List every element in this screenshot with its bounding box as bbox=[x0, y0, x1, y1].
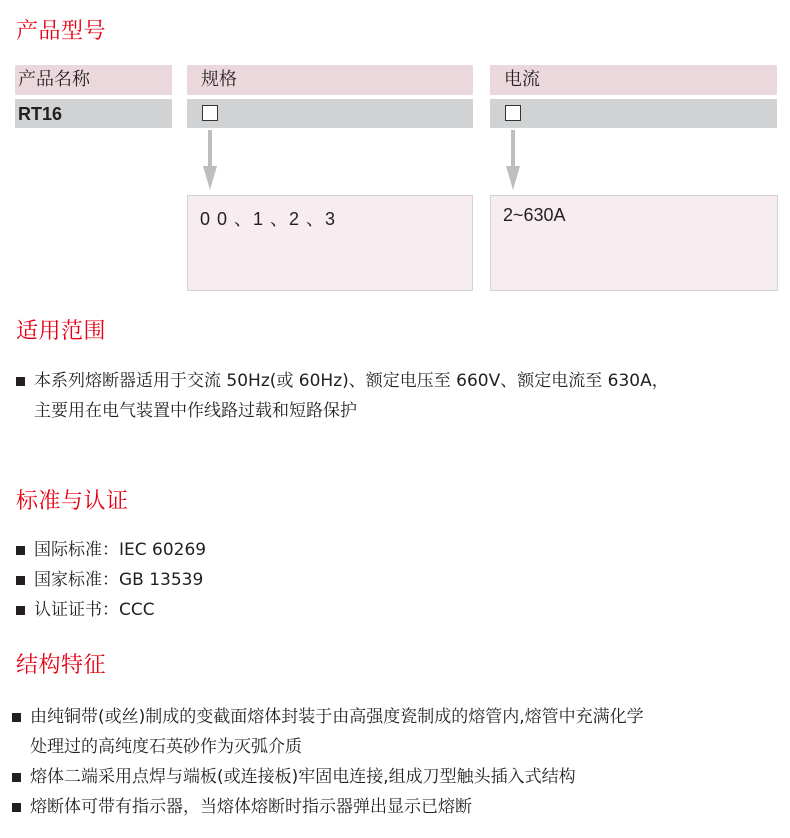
list-item-text: 认证证书：CCC bbox=[34, 600, 155, 620]
bullet-square-icon bbox=[12, 713, 21, 722]
list-item-text: 由纯铜带(或丝)制成的变截面熔体封装于由高强度瓷制成的熔管内,熔管中充满化学 bbox=[30, 707, 644, 727]
bullet-square-icon bbox=[16, 546, 25, 555]
bullet-square-icon bbox=[16, 576, 25, 585]
list-item-text: 本系列熔断器适用于交流 50Hz(或 60Hz)、额定电压至 660V、额定电流至 630A， bbox=[34, 371, 669, 391]
checkbox-icon bbox=[505, 105, 521, 121]
list-item-text: 熔断体可带有指示器，当熔体熔断时指示器弹出显示已熔断 bbox=[30, 797, 472, 817]
list-item bbox=[12, 762, 644, 792]
list-item bbox=[12, 792, 644, 822]
list-item-text: 国际标准：IEC 60269 bbox=[34, 540, 207, 560]
header-current: 电流 bbox=[490, 65, 777, 95]
list-item bbox=[16, 595, 206, 625]
scope-list bbox=[16, 366, 669, 426]
header-product-name: 产品名称 bbox=[15, 65, 172, 95]
list-item-text: 熔体二端采用点焊与端板(或连接板)牢固电连接,组成刀型触头插入式结构 bbox=[30, 767, 576, 787]
list-item-text: 国家标准：GB 13539 bbox=[34, 570, 204, 590]
bullet-square-icon bbox=[16, 377, 25, 386]
spec-options-box: 0 0 、1 、2 、3 bbox=[187, 195, 473, 291]
standards-list bbox=[16, 535, 206, 625]
bullet-square-icon bbox=[12, 803, 21, 812]
section-title-standards: 标准与认证 bbox=[16, 489, 129, 514]
structure-list bbox=[12, 702, 644, 822]
value-product-name: RT16 bbox=[15, 99, 172, 128]
section-title-model: 产品型号 bbox=[16, 19, 107, 44]
bullet-square-icon bbox=[16, 606, 25, 615]
list-item bbox=[16, 535, 206, 565]
list-item-text: 处理过的高纯度石英砂作为灭弧介质 bbox=[30, 737, 302, 757]
value-current bbox=[490, 99, 777, 128]
list-item bbox=[16, 366, 669, 426]
section-title-scope: 适用范围 bbox=[16, 319, 107, 344]
section-title-structure: 结构特征 bbox=[16, 653, 107, 678]
list-item bbox=[12, 702, 644, 762]
current-options-box: 2~630A bbox=[490, 195, 778, 291]
value-spec bbox=[187, 99, 473, 128]
list-item-text: 主要用在电气装置中作线路过载和短路保护 bbox=[34, 401, 357, 421]
list-item bbox=[16, 565, 206, 595]
header-spec: 规格 bbox=[187, 65, 473, 95]
bullet-square-icon bbox=[12, 773, 21, 782]
checkbox-icon bbox=[202, 105, 218, 121]
